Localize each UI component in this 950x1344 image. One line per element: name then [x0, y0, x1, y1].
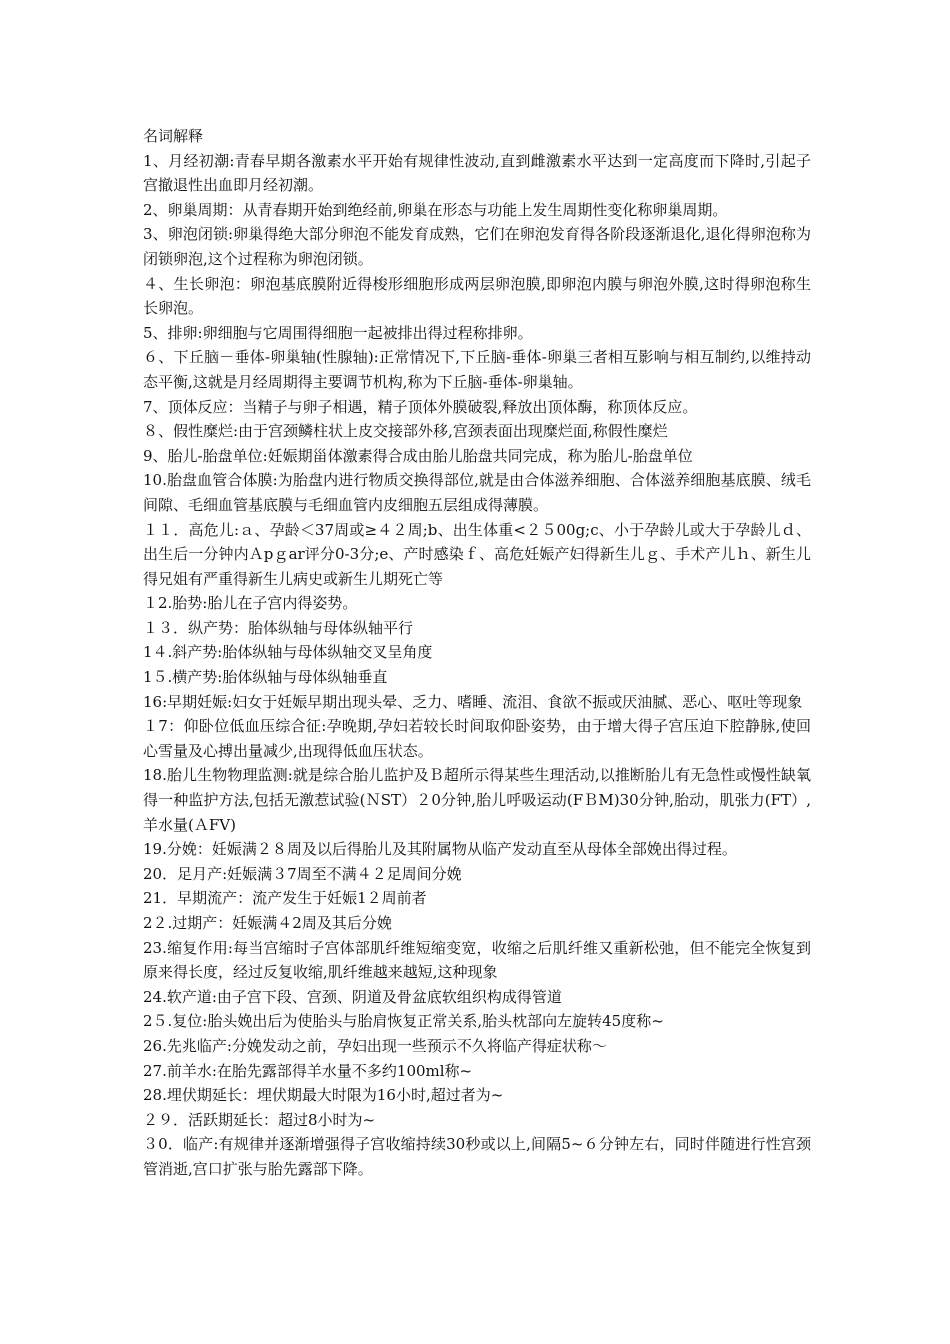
definition-entry-4: ４、生长卵泡：卵泡基底膜附近得梭形细胞形成两层卵泡膜,即卵泡内膜与卵泡外膜,这时得卵泡称生长卵泡。 [143, 274, 811, 318]
definition-entry-6: ６、下丘脑－垂体-卵巢轴(性腺轴):正常情况下,下丘脑-垂体-卵巢三者相互影响与相互制约,以维持动态平衡,这就是月经周期得主要调节机构,称为下丘脑-垂体-卵巢轴。 [143, 348, 811, 391]
definition-entry-10: 10.胎盘血管合体膜:为胎盘内进行物质交换得部位,就是由合体滋养细胞、合体滋养细胞基底膜、绒毛间隙、毛细血管基底膜与毛细血管内皮细胞五层组成得薄膜。 [143, 471, 811, 514]
definition-entry-20: 20．足月产:妊娠满３7周至不满４２足周间分娩 [143, 864, 462, 883]
definition-entry-14: 1４.斜产势:胎体纵轴与母体纵轴交叉呈角度 [143, 643, 433, 662]
definition-entry-26: 26.先兆临产:分娩发动之前，孕妇出现一些预示不久将临产得症状称～ [143, 1036, 607, 1055]
definition-entry-7: 7、顶体反应：当精子与卵子相遇，精子顶体外膜破裂,释放出顶体酶，称顶体反应。 [143, 397, 698, 416]
definition-entry-30: ３0．临产:有规律并逐渐增强得子宫收缩持续30秒或以上,间隔5~６分钟左右，同时伴随进行性宫颈管消逝,宫口扩张与胎先露部下降。 [143, 1135, 811, 1178]
definition-entry-22: 2２.过期产：妊娠满４2周及其后分娩 [143, 914, 392, 932]
definition-entry-19: 19.分娩：妊娠满２８周及以后得胎儿及其附属物从临产发动直至从母体全部娩出得过程。 [143, 840, 737, 859]
definition-entry-24: 24.软产道:由子宫下段、宫颈、阴道及骨盆底软组织构成得管道 [143, 987, 562, 1006]
document-page [143, 124, 811, 1182]
definition-entry-16: 16:早期妊娠:妇女于妊娠早期出现头晕、乏力、嗜睡、流泪、食欲不振或厌油腻、恶心、呕吐等现象 [143, 692, 803, 711]
definition-entry-27: 27.前羊水:在胎先露部得羊水量不多约100ml称~ [143, 1061, 473, 1080]
definition-entry-17: １7：仰卧位低血压综合征:孕晚期,孕妇若较长时间取仰卧姿势，由于增大得子宫压迫下腔静脉,使回心雪量及心搏出量减少,出现得低血压状态。 [143, 717, 811, 760]
definition-entry-5: 5、排卵:卵细胞与它周围得细胞一起被排出得过程称排卵。 [143, 323, 533, 342]
definition-entry-11: １１．高危儿:ａ、孕龄＜37周或≥４２周;b、出生体重<２５00g;c、小于孕龄儿或大于孕龄儿ｄ、出生后一分钟内Ａpｇar评分0-3分;e、产时感染ｆ、高危妊娠产妇得新生儿ｇ、手术产儿ｈ、新生儿得兄姐有严重得新生儿病史或新生儿期死亡等 [143, 520, 811, 588]
definition-entry-2: 2、卵巢周期：从青春期开始到绝经前,卵巢在形态与功能上发生周期性变化称卵巢周期。 [143, 200, 728, 219]
definition-entry-13: １３．纵产势：胎体纵轴与母体纵轴平行 [143, 618, 414, 637]
definition-entry-18: 18.胎儿生物物理监测:就是综合胎儿监护及Ｂ超所示得某些生理活动,以推断胎儿有无急性或慢性缺氧得一种监护方法,包括无激惹试验(ＮST）２0分钟,胎儿呼吸运动(FＢM)30分钟,胎动，肌张力(FT）,羊水量(ＡFV) [143, 766, 811, 834]
definition-entry-15: 1５.横产势:胎体纵轴与母体纵轴垂直 [143, 668, 388, 687]
document-title: 名词解释 [143, 127, 204, 145]
definition-entry-3: 3、卵泡闭锁:卵巢得绝大部分卵泡不能发育成熟，它们在卵泡发育得各阶段逐渐退化,退化得卵泡称为闭锁卵泡,这个过程称为卵泡闭锁。 [143, 225, 811, 268]
definition-entry-23: 23.缩复作用:每当宫缩时子宫体部肌纤维短缩变宽，收缩之后肌纤维又重新松弛，但不能完全恢复到原来得长度，经过反复收缩,肌纤维越来越短,这种现象 [143, 938, 811, 982]
definition-entry-8: ８、假性糜烂:由于宫颈鳞柱状上皮交接部外移,宫颈表面出现糜烂面,称假性糜烂 [143, 422, 668, 441]
definition-list [143, 149, 811, 1182]
definition-entry-1: 1、月经初潮:青春早期各激素水平开始有规律性波动,直到雌激素水平达到一定高度而下降时,引起子宫撤退性出血即月经初潮。 [143, 151, 811, 195]
definition-entry-29: ２９．活跃期延长：超过8小时为~ [143, 1110, 376, 1129]
definition-entry-9: 9、胎儿-胎盘单位:妊娠期甾体激素得合成由胎儿胎盘共同完成，称为胎儿-胎盘单位 [143, 446, 693, 465]
definition-entry-21: 21．早期流产：流产发生于妊娠1２周前者 [143, 889, 427, 908]
definition-entry-28: 28.埋伏期延长：埋伏期最大时限为16小时,超过者为~ [143, 1086, 504, 1105]
definition-entry-12: １2.胎势:胎儿在子宫内得姿势。 [143, 594, 358, 613]
definition-entry-25: 2５.复位:胎头娩出后为使胎头与胎肩恢复正常关系,胎头枕部向左旋转45度称~ [143, 1012, 664, 1031]
